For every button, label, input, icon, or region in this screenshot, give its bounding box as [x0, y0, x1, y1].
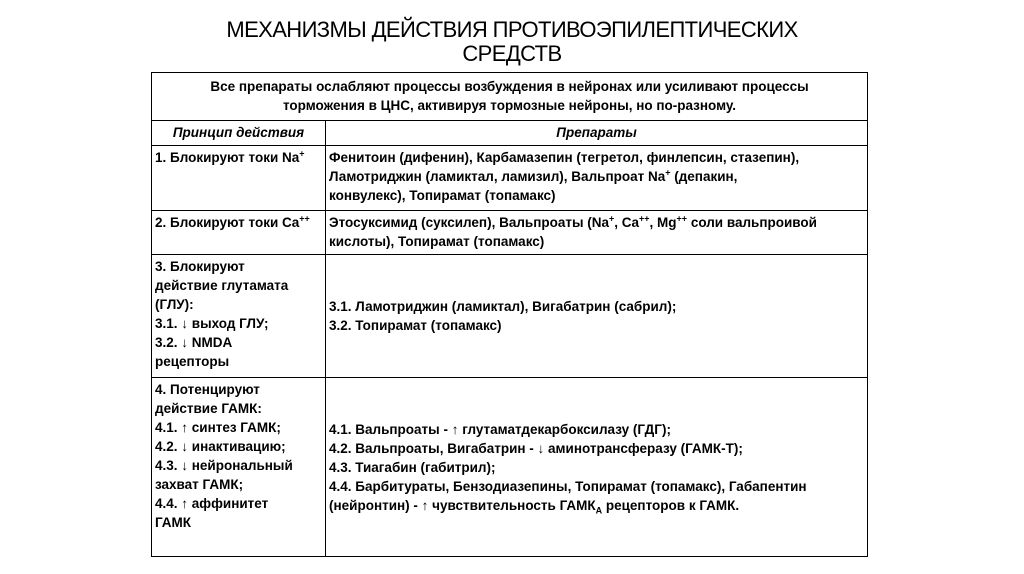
drugs-line: Ламотриджин (ламиктал, ламизил), Вальпроат Na+ (депакин, [329, 167, 738, 184]
drugs-line: 3.2. Топирамат (топамакс) [329, 318, 502, 333]
principle-line: 3. Блокируют [155, 259, 245, 274]
principle-line: действие глутамата [155, 278, 289, 293]
intro-line-2: торможения в ЦНС, активируя тормозные нейроны, но по-разному. [282, 98, 736, 113]
title-line-2: СРЕДСТВ [462, 41, 562, 66]
principle-line: 4.3. ↓ нейрональный [155, 458, 293, 473]
drugs-line: кислоты), Топирамат (топамакс) [329, 234, 545, 249]
table-row [152, 211, 868, 255]
drugs-line: 4.2. Вальпроаты, Вигабатрин - ↓ аминотрансферазу (ГАМК-Т); [329, 440, 743, 456]
header-drugs: Препараты [326, 121, 868, 146]
principle-line: ГАМК [155, 515, 192, 530]
principle-line: 3.1. ↓ выход ГЛУ; [155, 316, 269, 331]
principle-cell [152, 255, 326, 378]
principle-line: рецепторы [155, 354, 230, 369]
principle-text: 1. Блокируют токи Na [155, 150, 300, 165]
drugs-line: 4.4. Барбитураты, Бензодиазепины, Топирамат (топамакс), Габапентин [329, 478, 807, 494]
principle-line: 3.2. ↓ NMDA [155, 335, 233, 350]
principle-text: 2. Блокируют токи Ca [155, 215, 300, 230]
principle-line: захват ГАМК; [155, 477, 244, 492]
drugs-cell [326, 211, 868, 255]
intro-row [152, 73, 868, 121]
principle-line: действие ГАМК: [155, 401, 262, 416]
drugs-line: 4.1. Вальпроаты - ↑ глутаматдекарбоксилазу (ГДГ); [329, 421, 671, 437]
principle-cell [152, 146, 326, 211]
drugs-line: (нейронтин) - ↑ чувствительность $ГАМК_А$ рецепторов к ГАМК. [329, 497, 740, 516]
principle-line: 4.4. ↑ аффинитет [155, 496, 269, 511]
title-line-1: МЕХАНИЗМЫ ДЕЙСТВИЯ ПРОТИВОЭПИЛЕПТИЧЕСКИХ [226, 17, 798, 42]
drugs-line: 3.1. Ламотриджин (ламиктал), Вигабатрин (сабрил); [329, 299, 677, 314]
principle-line: 4. Потенцируют [155, 382, 260, 397]
intro-cell [152, 73, 868, 121]
drugs-cell [326, 378, 868, 557]
principle-line: (ГЛУ): [155, 297, 194, 312]
page-title [0, 18, 1024, 66]
table-row [152, 378, 868, 557]
table-row [152, 255, 868, 378]
principle-line: 4.1. ↑ синтез ГАМК; [155, 420, 281, 435]
header-row [152, 121, 868, 146]
drugs-cell [326, 146, 868, 211]
principle-cell [152, 378, 326, 557]
principle-line: 4.2. ↓ инактивацию; [155, 439, 286, 454]
drugs-line: конвулекс), Топирамат (топамакс) [329, 188, 556, 203]
table-row [152, 146, 868, 211]
intro-line-1: Все препараты ослабляют процессы возбуждения в нейронах или усиливают процессы [210, 79, 809, 94]
drugs-line: 4.3. Тиагабин (габитрил); [329, 459, 496, 475]
drugs-line: Этосуксимид (суксилеп), Вальпроаты (Na+, Ca++, Mg++ соли вальпроивой [329, 213, 817, 230]
drugs-cell [326, 255, 868, 378]
mechanisms-table [151, 72, 868, 557]
drugs-line: Фенитоин (дифенин), Карбамазепин (тегретол, финлепсин, стазепин), [329, 150, 800, 165]
principle-cell [152, 211, 326, 255]
header-principle: Принцип действия [152, 121, 326, 146]
principle-sup: + [299, 148, 305, 159]
principle-sup: ++ [299, 213, 310, 224]
